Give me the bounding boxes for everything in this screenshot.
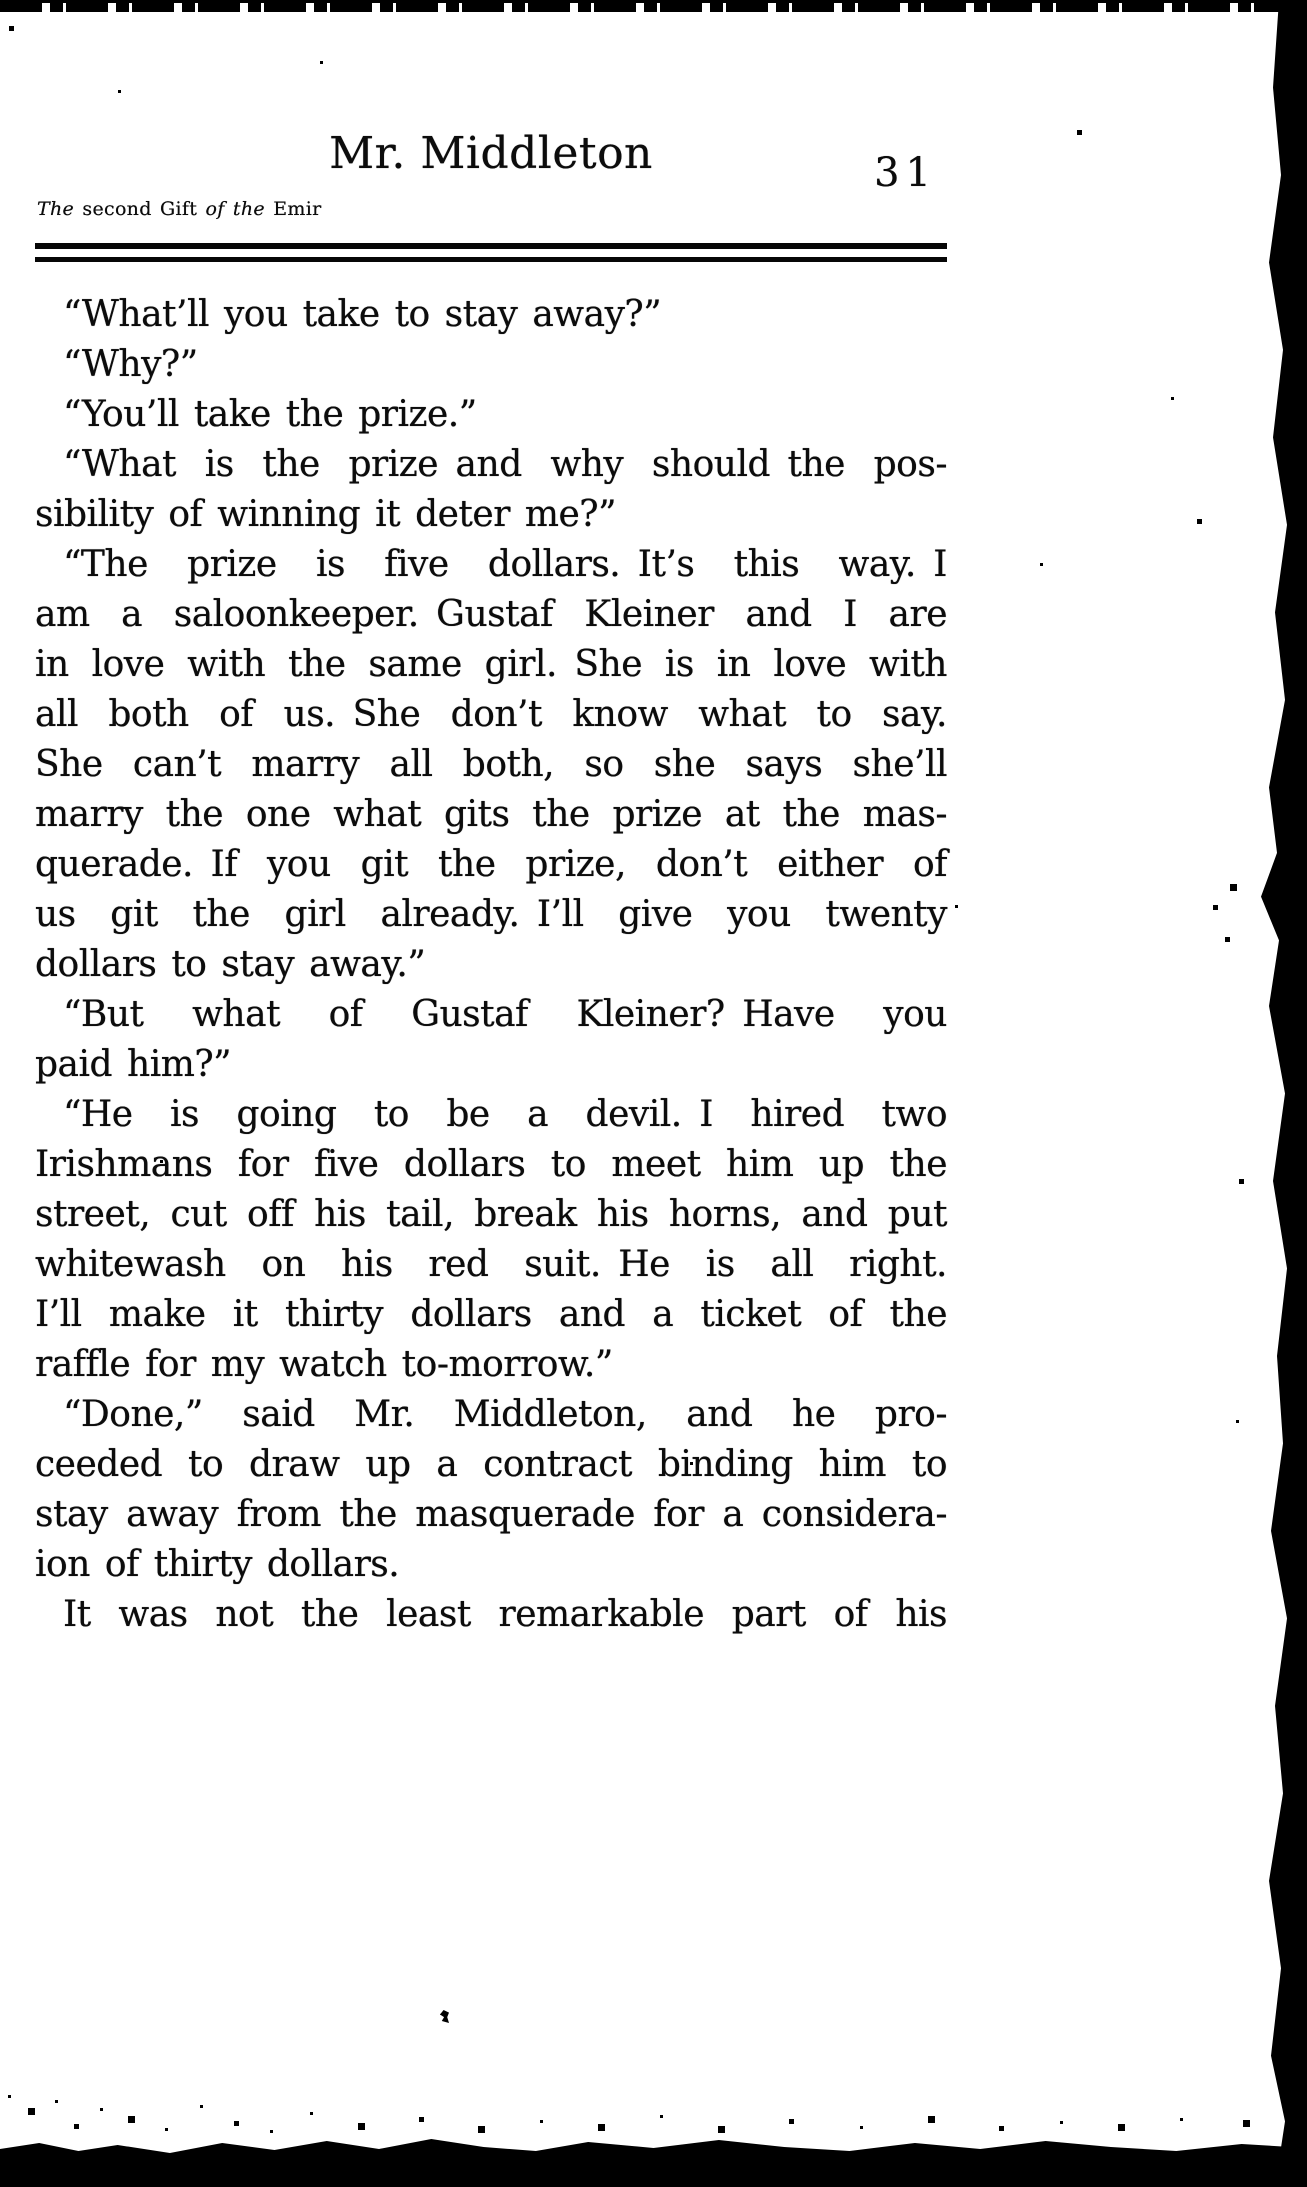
body-line: ion of thirty dollars. xyxy=(35,1544,400,1585)
running-head-word: the xyxy=(232,198,274,220)
scan-edge-right xyxy=(1255,0,1307,2187)
body-line: “Why?” xyxy=(63,344,198,385)
running-head xyxy=(37,198,322,220)
running-head-word: Emir xyxy=(273,198,322,220)
body-line: sibility of winning it deter me?” xyxy=(35,494,616,535)
body-line: She can’t marry all both, so she says she’ll xyxy=(35,744,947,785)
ink-blot xyxy=(440,2010,449,2023)
body-line: “You’ll take the prize.” xyxy=(63,394,477,435)
body-text xyxy=(35,290,947,1640)
body-line: am a saloonkeeper. Gustaf Kleiner and I are xyxy=(35,594,947,635)
body-line: “The prize is five dollars. It’s this way. I xyxy=(63,544,947,585)
body-line: whitewash on his red suit. He is all right. xyxy=(35,1244,947,1285)
body-line: paid him?” xyxy=(35,1044,232,1085)
header-rule-top xyxy=(35,243,947,249)
body-line: Irishmans for five dollars to meet him up the xyxy=(35,1144,947,1185)
body-line: in love with the same girl. She is in love with xyxy=(35,644,947,685)
body-line: querade. If you git the prize, don’t either of xyxy=(35,844,947,885)
body-line: “Done,” said Mr. Middleton, and he pro- xyxy=(63,1394,947,1435)
body-line: all both of us. She don’t know what to say. xyxy=(35,694,947,735)
body-line: “What is the prize and why should the pos- xyxy=(63,444,947,485)
body-line: I’ll make it thirty dollars and a ticket of the xyxy=(35,1294,947,1335)
body-line: us git the girl already. I’ll give you twenty xyxy=(35,894,947,935)
page-number: 31 xyxy=(874,150,937,196)
body-line: stay away from the masquerade for a considera- xyxy=(35,1494,947,1535)
page-content xyxy=(35,0,947,1635)
running-head-word: second Gift xyxy=(82,198,206,220)
body-line: marry the one what gits the prize at the mas- xyxy=(35,794,947,835)
body-line: raffle for my watch to-morrow.” xyxy=(35,1344,613,1385)
scan-speckles-bottom xyxy=(0,0,3,3)
body-line: “He is going to be a devil. I hired two xyxy=(63,1094,947,1135)
header-rule-bottom xyxy=(35,257,947,262)
body-line: street, cut off his tail, break his horns, and put xyxy=(35,1194,947,1235)
running-head-word: The xyxy=(37,198,83,220)
body-line: dollars to stay away.” xyxy=(35,944,426,985)
body-line: It was not the least remarkable part of his xyxy=(63,1594,947,1635)
body-line: “But what of Gustaf Kleiner? Have you xyxy=(63,994,947,1035)
page-title: Mr. Middleton xyxy=(329,128,653,179)
body-line: “What’ll you take to stay away?” xyxy=(63,294,662,335)
body-line: ceeded to draw up a contract binding him to xyxy=(35,1444,947,1485)
running-head-word: of xyxy=(205,198,233,220)
page-header xyxy=(35,0,947,290)
scan-edge-bottom xyxy=(0,2135,1307,2187)
